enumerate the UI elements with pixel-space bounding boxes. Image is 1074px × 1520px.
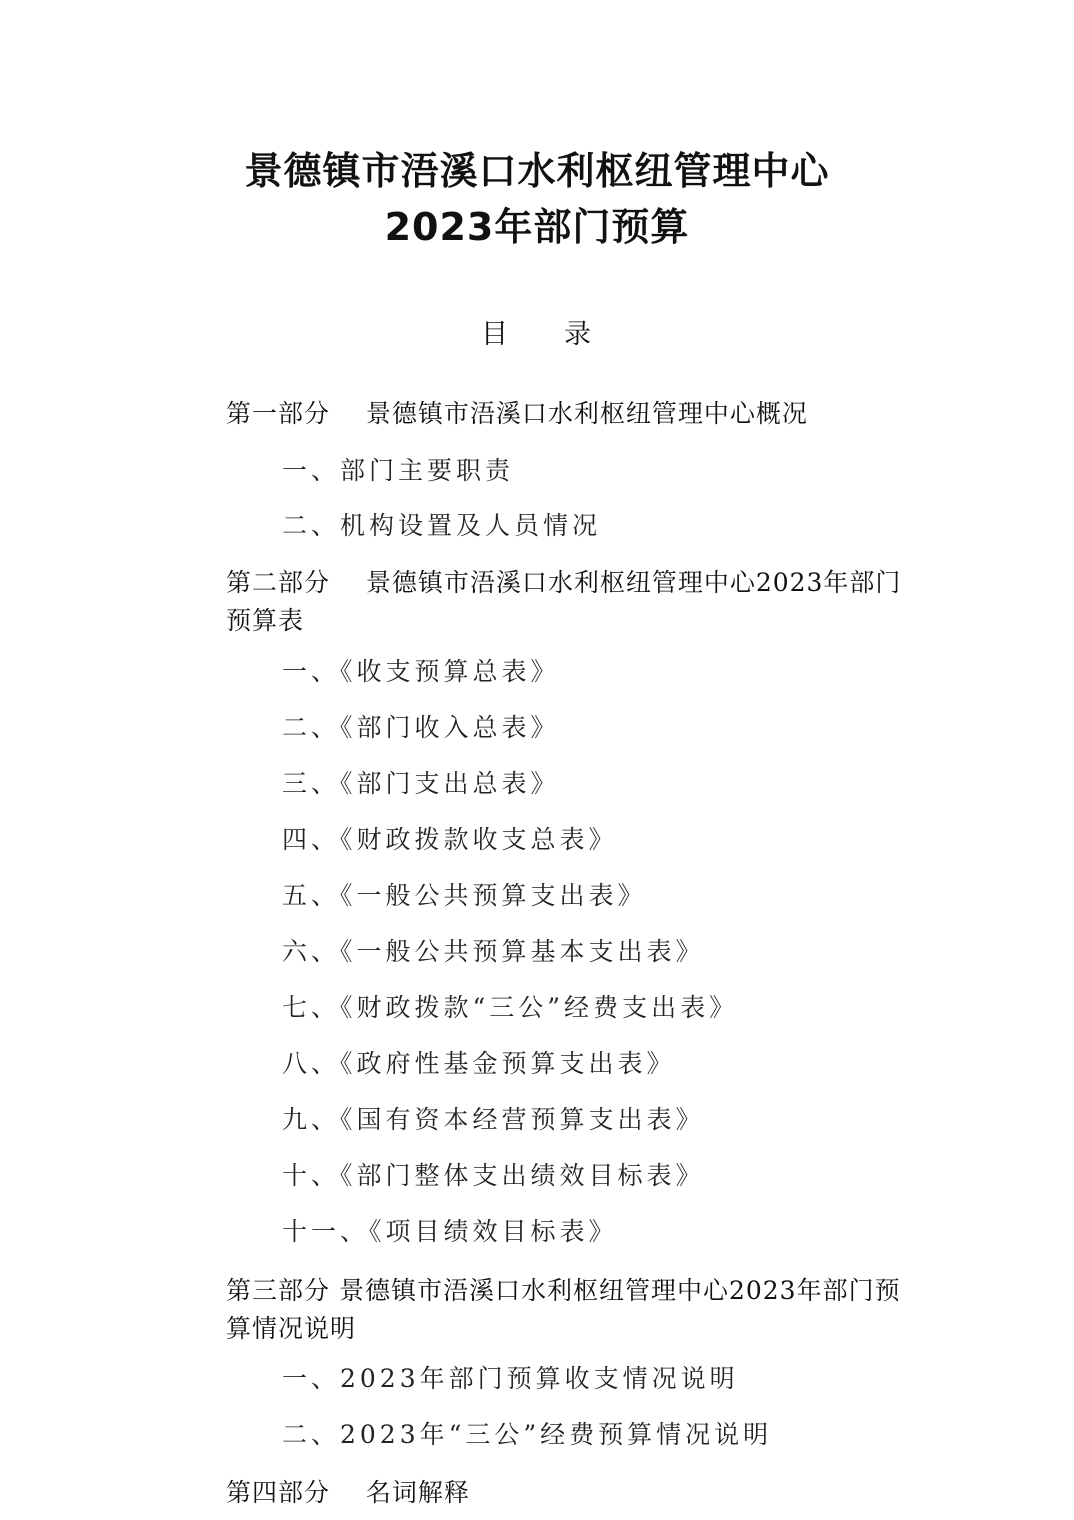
toc-item: 二、2023年“三公”经费预算情况说明 xyxy=(282,1420,773,1449)
toc-item: 七、《财政拨款“三公”经费支出表》 xyxy=(282,993,739,1022)
toc-item: 一、2023年部门预算收支情况说明 xyxy=(282,1364,739,1393)
toc-item: 十一、《项目绩效目标表》 xyxy=(282,1217,618,1246)
toc-part-2 xyxy=(226,564,906,640)
toc-item: 八、《政府性基金预算支出表》 xyxy=(282,1049,676,1078)
part-label: 第一部分 xyxy=(226,399,331,428)
part-title: 名词解释 xyxy=(365,1478,470,1507)
toc-item: 一、部门主要职责 xyxy=(282,456,515,485)
toc-item: 十、《部门整体支出绩效目标表》 xyxy=(282,1161,705,1190)
toc-item: 一、《收支预算总表》 xyxy=(282,657,560,686)
part-label: 第四部分 xyxy=(226,1478,331,1507)
toc-item: 六、《一般公共预算基本支出表》 xyxy=(282,937,705,966)
toc-heading-char-2: 录 xyxy=(564,319,593,350)
part-title: 景德镇市浯溪口水利枢纽管理中心2023年部门预算情况说明 xyxy=(226,1276,901,1343)
document-subtitle: 2023年部门预算 xyxy=(384,205,690,249)
toc-part-1 xyxy=(226,395,906,433)
toc-item: 九、《国有资本经营预算支出表》 xyxy=(282,1105,705,1134)
toc-part-4 xyxy=(226,1474,906,1512)
toc-heading-char-1: 目 xyxy=(481,319,510,350)
toc-heading xyxy=(0,312,1074,351)
toc-item: 二、机构设置及人员情况 xyxy=(282,511,602,540)
part-label: 第三部分 xyxy=(226,1276,331,1305)
part-title: 景德镇市浯溪口水利枢纽管理中心概况 xyxy=(365,399,808,428)
toc-item: 四、《财政拨款收支总表》 xyxy=(282,825,618,854)
part-title: 景德镇市浯溪口水利枢纽管理中心2023年部门预算表 xyxy=(226,568,902,635)
document-title: 景德镇市浯溪口水利枢纽管理中心 xyxy=(244,149,830,193)
toc-item: 三、《部门支出总表》 xyxy=(282,769,560,798)
toc-part-3 xyxy=(226,1272,906,1348)
toc-item: 二、《部门收入总表》 xyxy=(282,713,560,742)
part-label: 第二部分 xyxy=(226,568,331,597)
toc-item: 五、《一般公共预算支出表》 xyxy=(282,881,647,910)
